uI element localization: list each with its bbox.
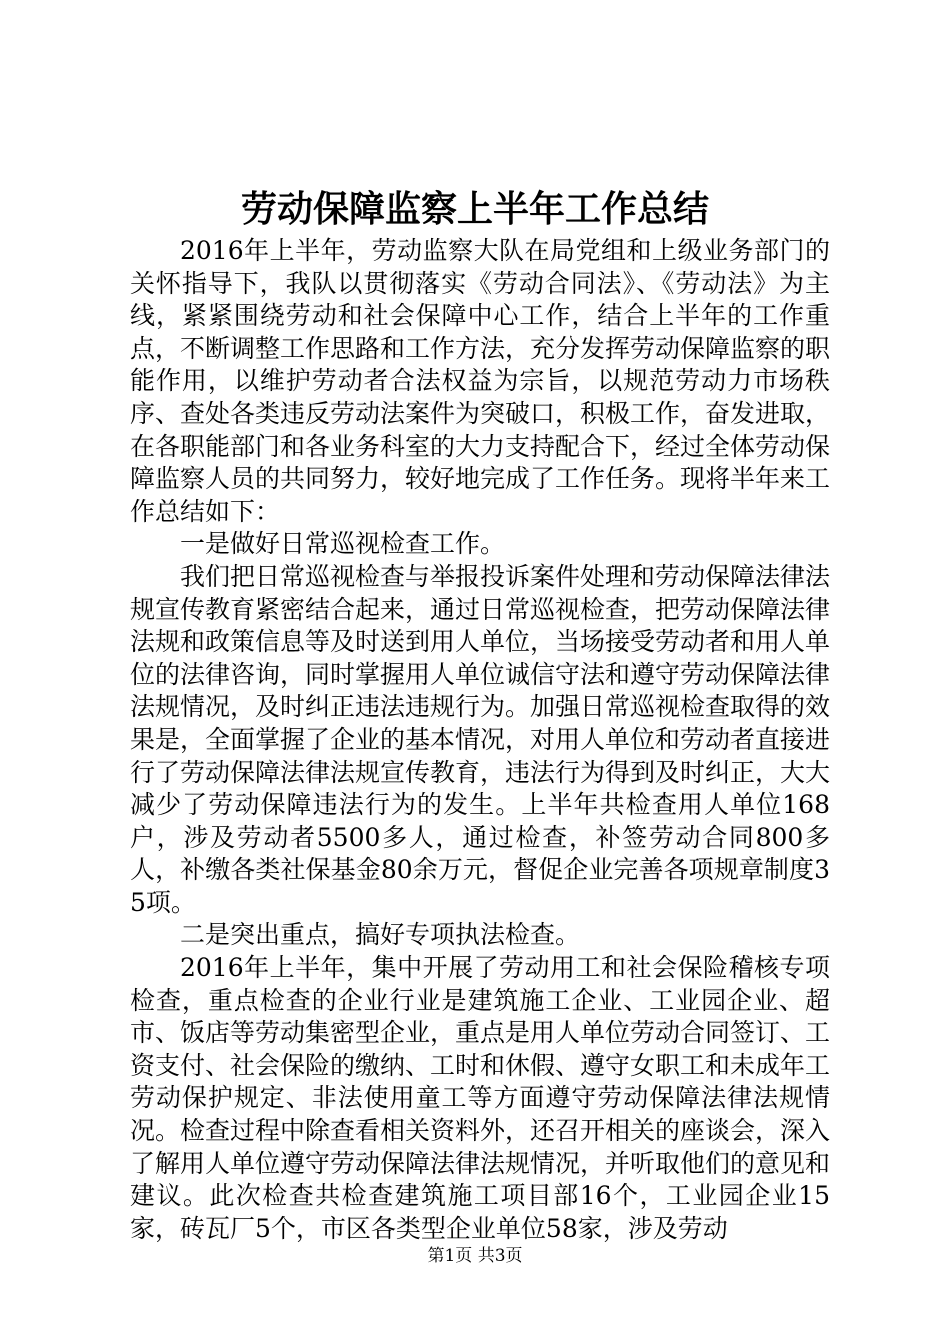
page-number-footer: 第1页 共3页 <box>427 1246 523 1266</box>
paragraph-section-1: 我们把日常巡视检查与举报投诉案件处理和劳动保障法律法规宣传教育紧密结合起来，通过日常巡视检查，把劳动保障法律法规和政策信息等及时送到用人单位，当场接受劳动者和用人单位的法律咨询，同时掌握用人单位诚信守法和遵守劳动保障法律法规情况，及时纠正违法违规行为。加强日常巡视检查取得的效果是，全面掌握了企业的基本情况，对用人单位和劳动者直接进行了劳动保障法律法规宣传教育，违法行为得到及时纠正，大大减少了劳动保障违法行为的发生。上半年共检查用人单位168户，涉及劳动者5500多人，通过检查，补签劳动合同800多人，补缴各类社保基金80余万元，督促企业完善各项规章制度35项。 <box>130 561 831 917</box>
paragraph-intro: 2016年上半年，劳动监察大队在局党组和上级业务部门的关怀指导下，我队以贯彻落实《劳动合同法》、《劳动法》为主线，紧紧围绕劳动和社会保障中心工作，结合上半年的工作重点，不断调整工作思路和工作方法，充分发挥劳动保障监察的职能作用，以维护劳动者合法权益为宗旨，以规范劳动力市场秩序、查处各类违反劳动法案件为突破口，积极工作，奋发进取，在各职能部门和各业务科室的大力支持配合下，经过全体劳动保障监察人员的共同努力，较好地完成了工作任务。现将半年来工作总结如下： <box>130 236 831 526</box>
section-heading-2: 二是突出重点，搞好专项执法检查。 <box>180 920 581 950</box>
paragraph-section-2: 2016年上半年，集中开展了劳动用工和社会保险稽核专项检查，重点检查的企业行业是建筑施工企业、工业园企业、超市、饭店等劳动集密型企业，重点是用人单位劳动合同签订、工资支付、社会保险的缴纳、工时和休假、遵守女职工和未成年工劳动保护规定、非法使用童工等方面遵守劳动保障法律法规情况。检查过程中除查看相关资料外，还召开相关的座谈会，深入了解用人单位遵守劳动保障法律法规情况，并听取他们的意见和建议。此次检查共检查建筑施工项目部16个，工业园企业15家，砖瓦厂5个，市区各类型企业单位58家，涉及劳动 <box>130 953 831 1243</box>
document-title: 劳动保障监察上半年工作总结 <box>240 188 709 230</box>
section-heading-1: 一是做好日常巡视检查工作。 <box>180 529 506 559</box>
document-body <box>130 235 830 1245</box>
